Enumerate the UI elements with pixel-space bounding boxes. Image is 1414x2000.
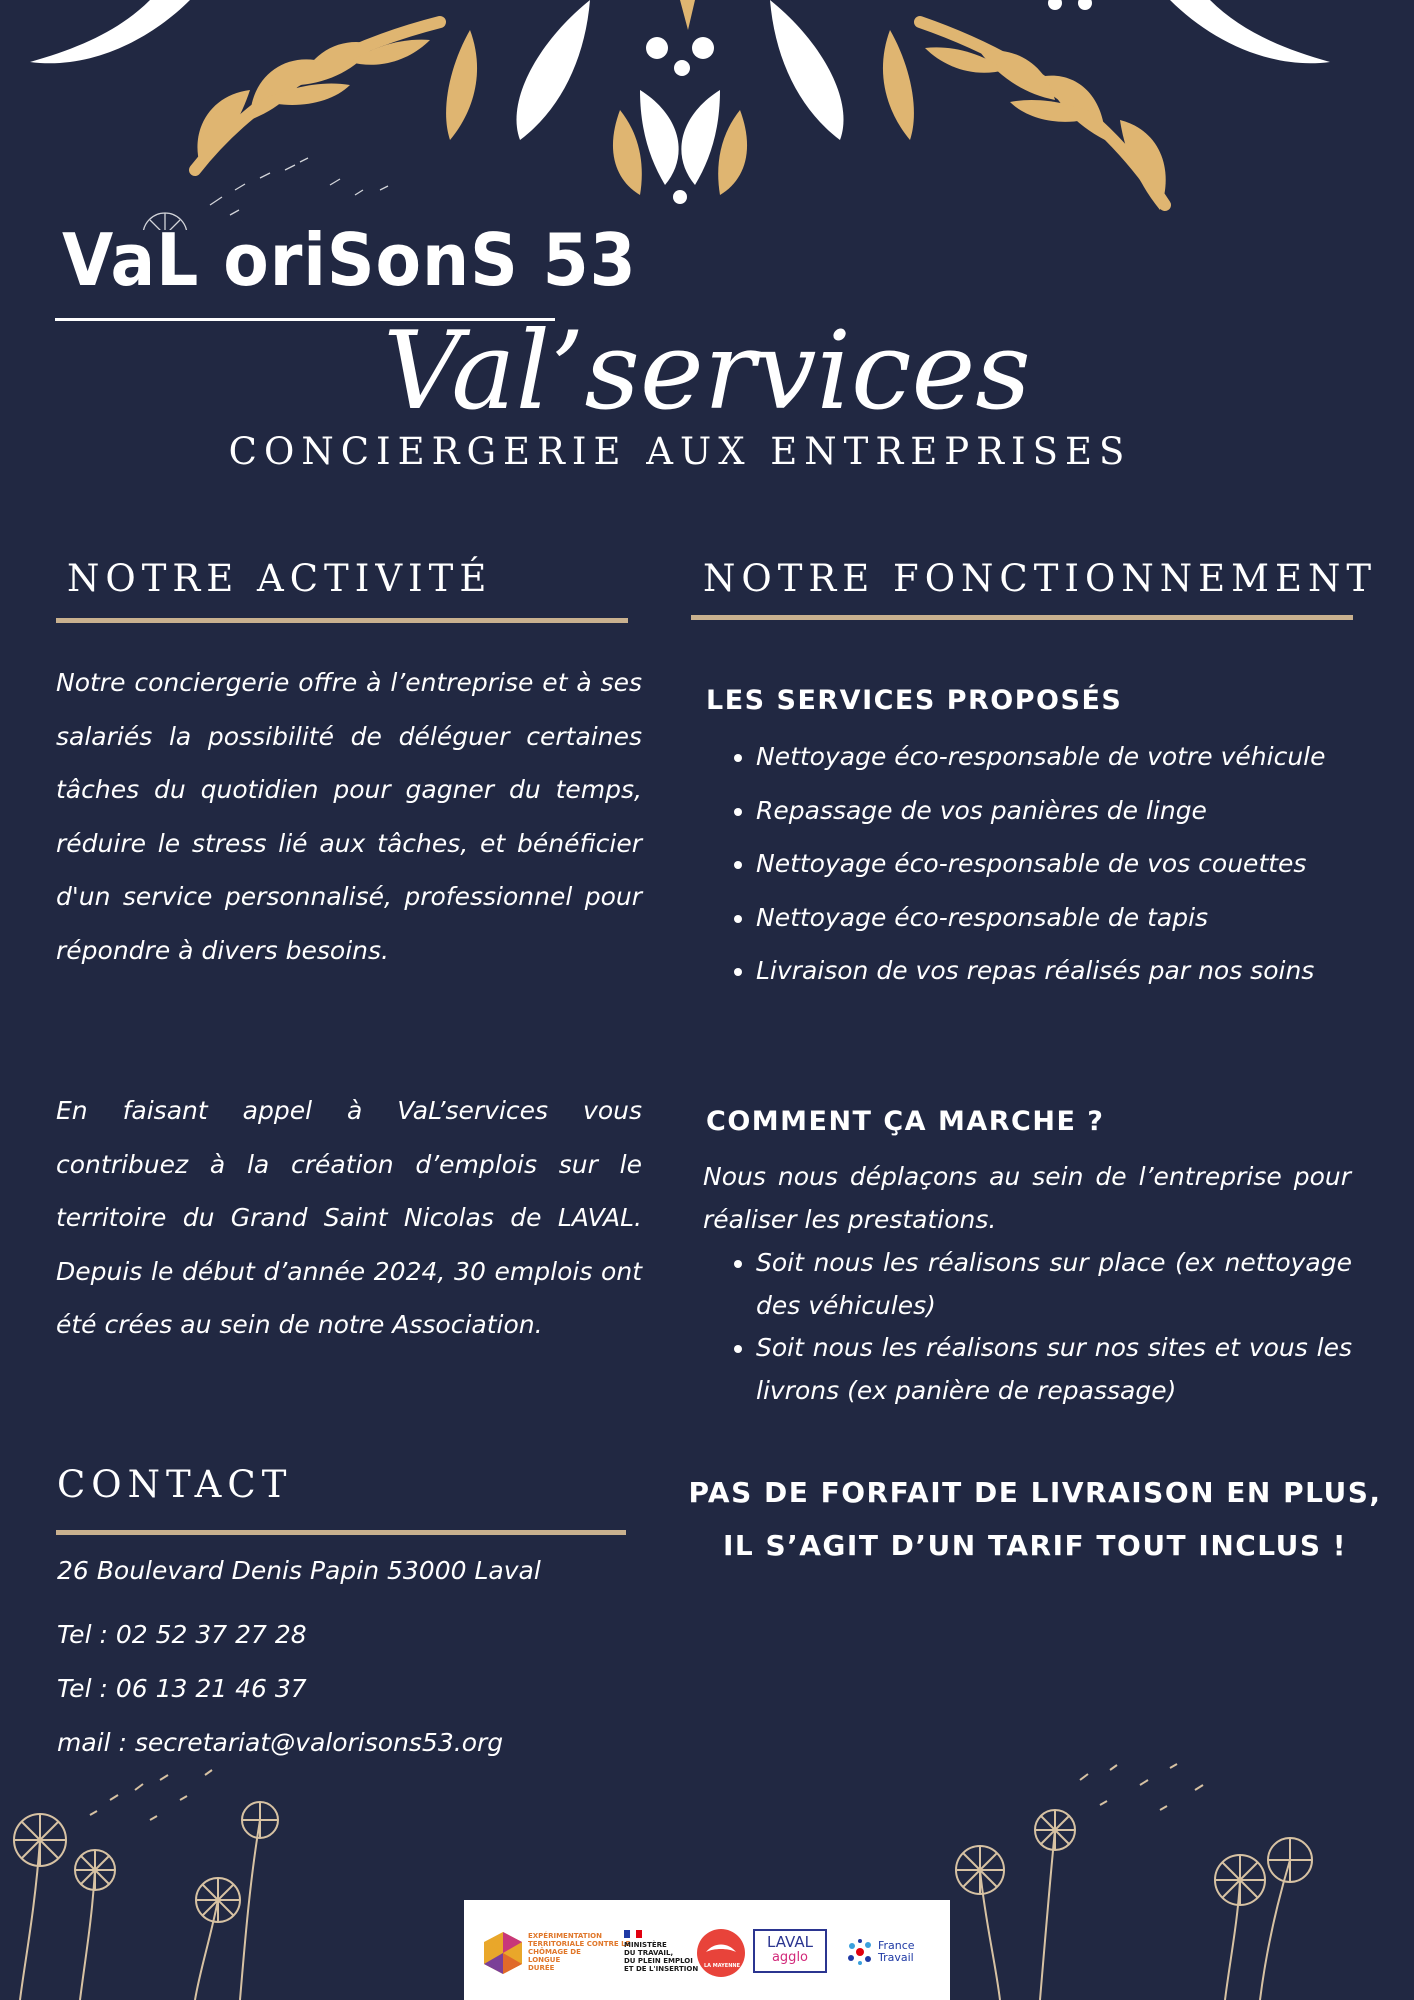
highlight-line-2: IL S’AGIT D’UN TARIF TOUT INCLUS ! — [722, 1529, 1348, 1562]
france-travail-logo-text — [878, 1940, 915, 1964]
how-intro: Nous nous déplaçons au sein de l’entreprise pour réaliser les prestations. — [703, 1162, 1351, 1234]
brand-logo-text: VaL oriSonS 53 — [62, 218, 637, 302]
how-steps-list — [704, 1242, 1352, 1412]
contact-rule — [56, 1530, 626, 1535]
activity-paragraph-1: Notre conciergerie offre à l’entreprise et à ses salariés la possibilité de déléguer certaines tâches du quotidien pour gagner du temps, réduire le stress lié aux tâches, et bénéficier d'un service personnalisé, professionnel pour répondre à divers besoins. — [56, 668, 642, 965]
service-item: • Nettoyage éco-responsable de votre véhicule — [756, 730, 1352, 784]
laval-logo-bottom: agglo — [771, 1950, 809, 1965]
etcld-hexagon-icon — [482, 1930, 524, 1976]
service-item: • Nettoyage éco-responsable de tapis — [756, 891, 1352, 945]
how-heading: COMMENT ÇA MARCHE ? — [706, 1106, 1105, 1137]
contact-phone-1[interactable]: Tel : 02 52 37 27 28 — [57, 1620, 307, 1649]
activity-rule — [56, 618, 628, 623]
script-title: Val’services — [383, 309, 1031, 434]
france-travail-dots-icon — [846, 1938, 874, 1966]
contact-address: 26 Boulevard Denis Papin 53000 Laval — [57, 1556, 541, 1585]
services-list — [704, 730, 1352, 998]
functioning-rule — [691, 615, 1353, 620]
mayenne-logo-icon — [696, 1928, 746, 1978]
france-travail-word-1: France — [878, 1939, 915, 1952]
how-step-item: • Soit nous les réalisons sur place (ex nettoyage des véhicules) — [756, 1242, 1352, 1327]
french-flag-icon — [624, 1930, 642, 1938]
how-step-item: • Soit nous les réalisons sur nos sites et vous les livrons (ex panière de repassage) — [756, 1327, 1352, 1412]
service-item: • Repassage de vos panières de linge — [756, 784, 1352, 838]
contact-heading: CONTACT — [57, 1463, 293, 1506]
laval-logo-top: LAVAL — [767, 1933, 813, 1951]
mayenne-logo-text: LA MAYENNE — [704, 1963, 740, 1969]
ministere-logo-text: MINISTÈRE DU TRAVAIL, DU PLEIN EMPLOI ET DE L'INSERTION — [624, 1941, 699, 1973]
etcld-logo-text: EXPÉRIMENTATION TERRITORIALE CONTRE LE CHÔMAGE DE LONGUE DURÉE — [528, 1932, 631, 1972]
functioning-heading: NOTRE FONCTIONNEMENT — [703, 557, 1378, 600]
laval-agglo-logo — [753, 1929, 827, 1973]
service-item: • Livraison de vos repas réalisés par nos soins — [756, 944, 1352, 998]
tagline: CONCIERGERIE AUX ENTREPRISES — [228, 430, 1132, 473]
contact-phone-2[interactable]: Tel : 06 13 21 46 37 — [57, 1674, 307, 1703]
activity-paragraph-2: En faisant appel à VaL’services vous contribuez à la création d’emplois sur le territoire du Grand Saint Nicolas de LAVAL. Depuis le début d’année 2024, 30 emplois ont été crées au sein de notre Association. — [56, 1096, 642, 1339]
service-item: • Nettoyage éco-responsable de vos couettes — [756, 837, 1352, 891]
activity-heading: NOTRE ACTIVITÉ — [67, 557, 493, 600]
france-travail-word-2: Travail — [878, 1951, 914, 1964]
contact-email[interactable]: mail : secretariat@valorisons53.org — [57, 1728, 504, 1757]
services-list-wrapper — [704, 730, 1352, 998]
highlight-line-1: PAS DE FORFAIT DE LIVRAISON EN PLUS, — [688, 1476, 1382, 1509]
services-heading: LES SERVICES PROPOSÉS — [706, 685, 1123, 716]
floral-ornament-top — [0, 0, 1414, 230]
how-steps-wrapper — [704, 1242, 1352, 1412]
partner-logos-strip — [464, 1900, 950, 2000]
